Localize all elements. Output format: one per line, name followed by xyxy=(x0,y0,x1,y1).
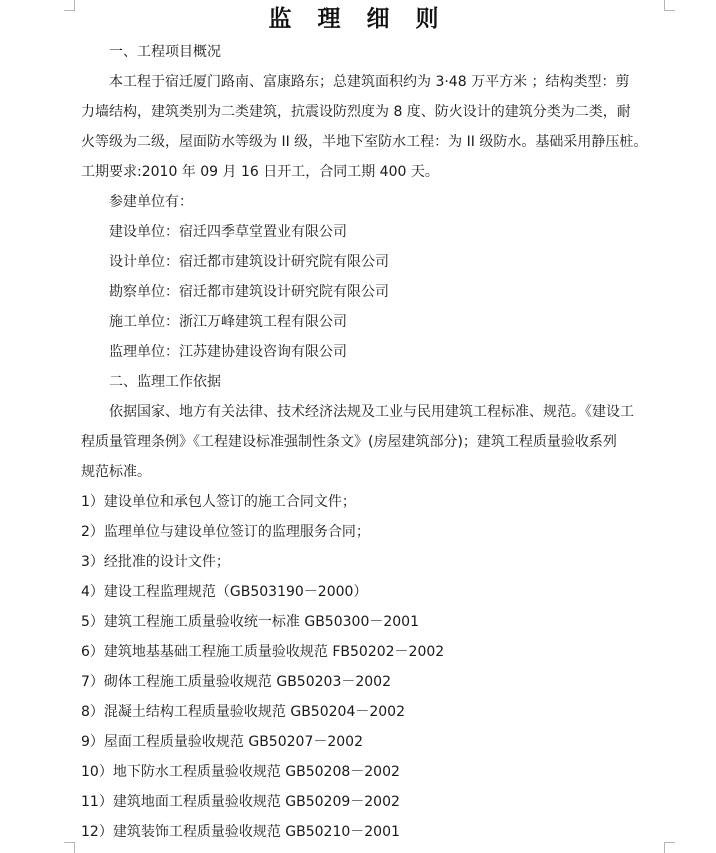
basis-list-item: 4）建设工程监理规范（GB503190－2000） xyxy=(81,584,368,600)
section-heading-supervision-basis: 二、监理工作依据 xyxy=(109,374,221,390)
participants-heading: 参建单位有： xyxy=(109,194,193,210)
basis-list-item: 11）建筑地面工程质量验收规范 GB50209－2002 xyxy=(81,794,400,810)
basis-list-item: 3）经批准的设计文件； xyxy=(81,554,230,570)
basis-line-3: 规范标准。 xyxy=(81,464,151,480)
participant-contractor: 施工单位：浙江万峰建筑工程有限公司 xyxy=(109,314,347,330)
basis-list-item: 2）监理单位与建设单位签订的监理服务合同； xyxy=(81,524,370,540)
basis-list-item: 5）建筑工程施工质量验收统一标准 GB50300－2001 xyxy=(81,614,419,630)
basis-list-item: 9）屋面工程质量验收规范 GB50207－2002 xyxy=(81,734,363,750)
basis-line-1: 依据国家、地方有关法律、技术经济法规及工业与民用建筑工程标准、规范。《建设工 xyxy=(109,404,634,420)
section-heading-project-overview: 一、工程项目概况 xyxy=(109,44,221,60)
overview-line-3: 火等级为二级，屋面防水等级为 II 级，半地下室防水工程：为 II 级防水。基础采用静压桩。 xyxy=(81,134,648,150)
participant-supervisor: 监理单位：江苏建协建设咨询有限公司 xyxy=(109,344,347,360)
basis-line-2: 程质量管理条例》《工程建设标准强制性条文》(房屋建筑部分)；建筑工程质量验收系列 xyxy=(81,434,617,450)
document-title: 监 理 细 则 xyxy=(268,5,448,32)
participant-designer: 设计单位：宿迁都市建筑设计研究院有限公司 xyxy=(109,254,389,270)
page-corner-mark-bottom-left xyxy=(64,842,75,853)
basis-list-item: 6）建筑地基基础工程施工质量验收规范 FB50202－2002 xyxy=(81,644,445,660)
overview-line-2: 力墙结构，建筑类别为二类建筑，抗震设防烈度为 8 度、防火设计的建筑分类为二类，耐 xyxy=(81,104,631,120)
overview-line-1: 本工程于宿迁厦门路南、富康路东；总建筑面积约为 3·48 万平方米 ；结构类型：剪 xyxy=(109,74,630,90)
document-body xyxy=(81,37,649,847)
basis-list-item: 1）建设单位和承包人签订的施工合同文件； xyxy=(81,494,356,510)
basis-list-item: 8）混凝土结构工程质量验收规范 GB50204－2002 xyxy=(81,704,405,720)
overview-line-4: 工期要求:2010 年 09 月 16 日开工，合同工期 400 天。 xyxy=(81,164,439,180)
basis-list-item: 12）建筑装饰工程质量验收规范 GB50210－2001 xyxy=(81,824,400,840)
basis-list-item: 10）地下防水工程质量验收规范 GB50208－2002 xyxy=(81,764,400,780)
basis-list-item: 7）砌体工程施工质量验收规范 GB50203－2002 xyxy=(81,674,391,690)
page-corner-mark-bottom-right xyxy=(664,842,675,853)
participant-owner: 建设单位：宿迁四季草堂置业有限公司 xyxy=(109,224,347,240)
participant-surveyor: 勘察单位：宿迁都市建筑设计研究院有限公司 xyxy=(109,284,389,300)
